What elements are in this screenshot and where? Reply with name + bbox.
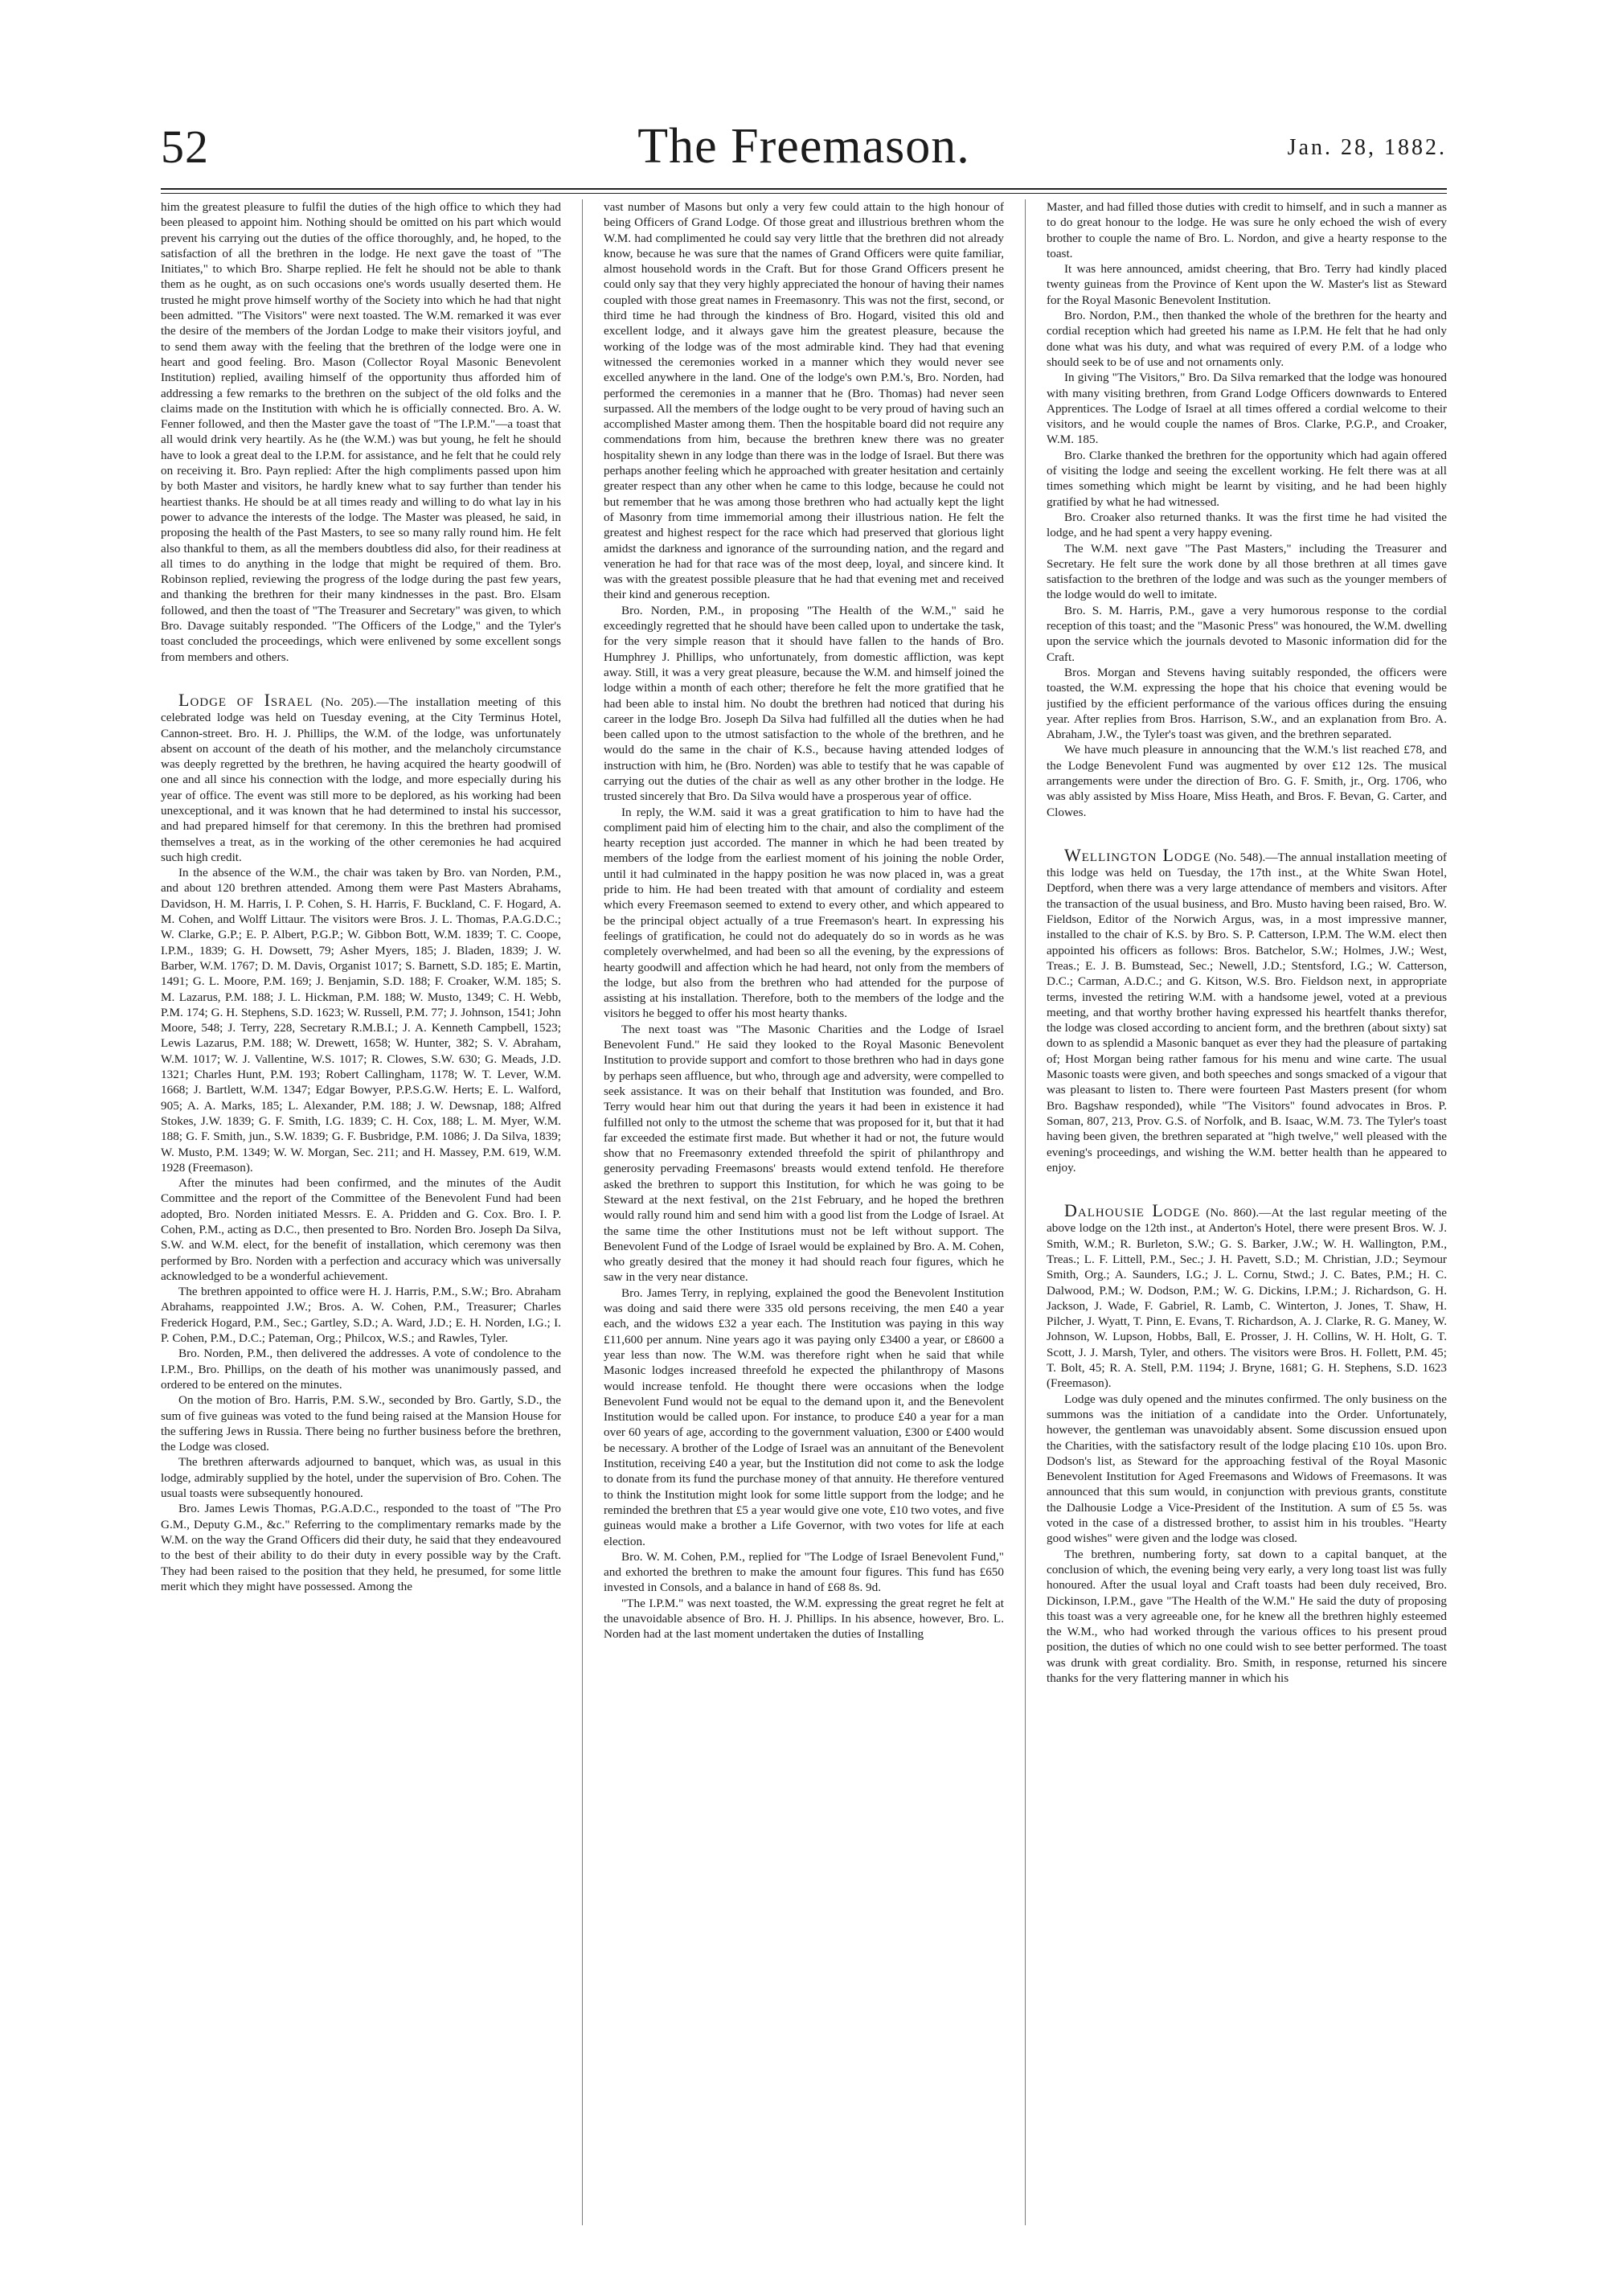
dalhousie-lodge-report bbox=[1047, 1200, 1447, 1392]
lodge-number: (No. 548). bbox=[1214, 850, 1266, 864]
column-2 bbox=[604, 199, 1004, 2225]
column-3 bbox=[1047, 199, 1447, 2225]
masthead bbox=[161, 119, 1447, 185]
section-heading: Dalhousie Lodge bbox=[1064, 1200, 1201, 1221]
article-paragraph: Bros. Morgan and Stevens having suitably responded, the officers were toasted, the W.M. expressing the hope that his choice that evening would be justified by the efficient performance of the various offices during the ensuing year. After replies from Bros. Harrison, S.W., and an explanation from Bro. A. Abraham, J.W., the Tyler's toast was given, and the brethren separated. bbox=[1047, 665, 1447, 742]
article-paragraph: In the absence of the W.M., the chair was taken by Bro. van Norden, P.M., and about 120 brethren attended. Among them were Past Masters Abrahams, Davidson, H. M. Harris, I. P. Cohen, S. H. Harris, F. Buckland, C. F. Hogard, A. M. Cohen, and Wolff Littaur. The visitors were Bros. J. L. Thomas, P.A.G.D.C.; W. Clarke, G.P.; E. P. Albert, P.G.P.; W. Gibbon Bott, W.M. 1839; T. C. Coope, I.P.M., 1839; G. H. Dowsett, 79; Asher Myers, 185; J. Bladen, 1839; J. W. Barber, W.M. 1767; D. M. Davis, Organist 1017; S. Barnett, S.D. 185; E. Martin, 1491; G. L. Moore, P.M. 169; J. Benjamin, S.D. 188; F. Croaker, W.M. 185; S. M. Lazarus, P.M. 188; J. L. Hickman, P.M. 188; W. Musto, 1349; C. H. Webb, P.M. 174; G. H. Stephens, S.D. 1623; W. Russell, P.M. 77; J. Johnson, 1541; John Moore, 548; J. Terry, 228, Secretary R.M.B.I.; J. A. Kenneth Campbell, 1523; Lewis Lazarus, P.M. 188; W. Drewett, 1658; W. Hunter, 382; S. V. Abraham, W.M. 1017; W. J. Vallentine, W.S. 1017; R. Clowes, S.W. 630; G. Meads, J.D. 1321; Charles Hunt, P.M. 193; Robert Callingham, 1178; W. T. Lever, W.M. 1668; J. Bartlett, W.M. 1347; Edgar Bowyer, P.P.S.G.W. Herts; E. L. Walford, 905; A. A. Marks, 185; L. Alexander, P.M. 188; J. W. Dewsnap, 188; Alfred Stokes, J.W. 1839; G. F. Smith, I.G. 1839; C. H. Cox, 188; L. M. Myer, W.M. 188; G. F. Smith, jun., S.W. 1839; G. F. Busbridge, P.M. 1086; J. Da Silva, 1839; W. Musto, P.M. 1349; W. W. Morgan, Sec. 211; and H. Massey, P.M. 619, W.M. 1928 (Freemason). bbox=[161, 866, 561, 1175]
column-1 bbox=[161, 199, 561, 2225]
article-paragraph: The brethren afterwards adjourned to banquet, which was, as usual in this lodge, admirably supplied by the hotel, under the supervision of Bro. Cohen. The usual toasts were subsequently honoured. bbox=[161, 1455, 561, 1501]
section-gap bbox=[1047, 820, 1447, 847]
article-paragraph: —At the last regular meeting of the above lodge on the 12th inst., at Anderton's Hotel, there were present Bros. W. J. Smith, W.M.; R. Burleton, S.W.; G. S. Barker, J.W.; W. H. Wallington, P.M., Treas.; L. F. Littell, P.M., Sec.; J. H. Pavett, S.D.; M. Christian, J.D.; Seymour Smith, Org.; A. Saunders, I.G.; J. L. Cornu, Stwd.; J. C. Bates, P.M.; H. C. Dalwood, P.M.; W. Dodson, P.M.; W. G. Dickins, I.P.M.; J. Richardson, G. H. Jackson, J. Wade, F. Gabriel, R. Lamb, C. Winterton, J. Jones, T. Shaw, H. Pilcher, J. Wyatt, T. Pinn, E. Evans, T. Richardson, A. J. Clarke, R. G. Maney, W. Johnson, W. Lupson, Hobbs, Ball, E. Prosser, J. H. Collins, W. H. Holt, G. T. Scott, J. J. Marsh, Tyler, and others. The visitors were Bros. H. Follett, P.M. 45; T. Bolt, 45; R. A. Stell, P.M. 1194; J. Bryne, 1681; G. H. Stephens, S.D. 1623 (Freemason). bbox=[1047, 1206, 1447, 1391]
masthead-rule-top bbox=[161, 188, 1447, 190]
section-gap bbox=[161, 665, 561, 692]
article-paragraph: Bro. Nordon, P.M., then thanked the whole of the brethren for the hearty and cordial reception which had greeted his name as I.P.M. He felt that he had only done what was his duty, and what was required of every P.M. of a lodge who should seek to be of use and not ornaments only. bbox=[1047, 309, 1447, 369]
column-divider bbox=[1025, 199, 1026, 2225]
section-heading: Lodge of Israel bbox=[178, 689, 313, 710]
article-paragraph: Bro. W. M. Cohen, P.M., replied for "The Lodge of Israel Benevolent Fund," and exhorted the brethren to make the amount four figures. This fund has £650 invested in Consols, and a balance in hand of £68 8s. 9d. bbox=[604, 1549, 1004, 1595]
article-paragraph: Master, and had filled those duties with credit to himself, and in such a manner as to do great honour to the lodge. He was sure he only echoed the wish of every brother to couple the name of Bro. L. Nordon, and give a hearty response to the toast. bbox=[1047, 200, 1447, 260]
issue-date: Jan. 28, 1882. bbox=[1287, 135, 1447, 160]
article-paragraph: The brethren, numbering forty, sat down to a capital banquet, at the conclusion of which, the evening being very early, a very long toast list was fully honoured. After the usual loyal and Craft toasts had been duly received, Bro. Dickinson, I.P.M., gave "The Health of the W.M." He said the duty of proposing this toast was a very agreeable one, for he knew all the brethren highly esteemed the W.M., who had worked through the various offices to his present proud position, the duties of which no one could wish to see better performed. The toast was drunk with great cordiality. Bro. Smith, in response, returned his sincere thanks for the very flattering manner in which his bbox=[1047, 1547, 1447, 1686]
masthead-rule-bottom bbox=[161, 193, 1447, 194]
article-paragraph: The brethren appointed to office were H. J. Harris, P.M., S.W.; Bro. Abraham Abrahams, reappointed J.W.; Bros. A. W. Cohen, P.M., Treasurer; Charles Frederick Hogard, P.M., Sec.; Gartley, S.D.; A. Ward, J.D.; E. H. Norden, I.G.; I. P. Cohen, P.M., D.C.; Pateman, Org.; Philcox, W.S.; and Rawles, Tyler. bbox=[161, 1285, 561, 1346]
section-gap bbox=[1047, 1175, 1447, 1203]
lodge-of-israel-report bbox=[161, 689, 561, 865]
article-paragraph: Bro. James Terry, in replying, explained the good the Benevolent Institution was doing and said there were 335 old persons receiving, the men £40 a year each, and the widows £32 a year each. The Institution was paying in this way £11,600 per annum. Nine years ago it was paying only £3400 a year, or £8600 a year less than now. The W.M. was therefore right when he said that while Masonic lodges increased threefold he expected the philanthropy of Masons would increase tenfold. He thought there were occasions when the lodge Benevolent Fund would not be equal to the demand upon it, and the Benevolent Institution would be called upon. For instance, to produce £40 a year for a man over 60 years of age, according to the government valuation, £300 or £400 would be necessary. A brother of the Lodge of Israel was an annuitant of the Benevolent Institution, receiving £40 a year, but the Institution did not come to ask the lodge to donate from its fund the purchase money of that annuity. He therefore ventured to think the Institution might look for some little support from the lodge; and he reminded the brethren that £5 a year would give one vote, £10 two votes, and five guineas would make a brother a Life Governor, with two votes for life at each election. bbox=[604, 1285, 1004, 1548]
article-paragraph: The W.M. next gave "The Past Masters," including the Treasurer and Secretary. He felt sure the work done by all those brethren at all times gave satisfaction to the brethren of the lodge and was such as the younger members of the lodge would do well to imitate. bbox=[1047, 541, 1447, 602]
wellington-lodge-report bbox=[1047, 844, 1447, 1175]
article-paragraph: We have much pleasure in announcing that the W.M.'s list reached £78, and the Lodge Benevolent Fund was augmented by over £12 12s. The musical arrangements were under the direction of Bro. G. F. Smith, jr., Org. 1706, who was ably assisted by Miss Hoare, Miss Heath, and Bros. F. Bevan, G. Carter, and Clowes. bbox=[1047, 743, 1447, 819]
article-paragraph: Bro. S. M. Harris, P.M., gave a very humorous response to the cordial reception of this toast; and the "Masonic Press" was honoured, the W.M. dwelling upon the service which the journals devoted to Masonic information did for the Craft. bbox=[1047, 603, 1447, 664]
article-paragraph: Lodge was duly opened and the minutes confirmed. The only business on the summons was the initiation of a candidate into the Order. Unfortunately, however, the gentleman was unavoidably absent. Some discussion ensued upon the Charities, with the satisfactory result of the lodge placing £10 10s. upon Bro. Dodson's list, as Steward for the approaching festival of the Royal Masonic Benevolent Institution for Aged Freemasons and Widows of Freemasons. It was announced that this sum would, in conjunction with previous grants, constitute the Dalhousie Lodge a Vice-President of the Institution. A sum of £5 5s. was voted in the case of a distressed brother, to assist him in his troubles. "Hearty good wishes" were given and the lodge was closed. bbox=[1047, 1392, 1447, 1546]
article-paragraph: After the minutes had been confirmed, and the minutes of the Audit Committee and the report of the Committee of the Benevolent Fund had been adopted, Bro. Norden initiated Messrs. E. A. Pridden and G. Cox. Bro. I. P. Cohen, P.M., acting as D.C., then presented to Bro. Norden Bro. Joseph Da Silva, S.W. and W.M. elect, for the benefit of installation, which ceremony was then performed by Bro. Norden with a perfection and accuracy which was universally acknowledged to be a wonderful achievement. bbox=[161, 1176, 561, 1283]
article-paragraph: In giving "The Visitors," Bro. Da Silva remarked that the lodge was honoured with many visiting brethren, from Grand Lodge Officers downwards to Entered Apprentices. The Lodge of Israel at all times offered a cordial welcome to their visitors, and he would couple the names of Bros. Clarke, P.G.P., and Croaker, W.M. 185. bbox=[1047, 371, 1447, 447]
article-paragraph: It was here announced, amidst cheering, that Bro. Terry had kindly placed twenty guineas from the Province of Kent upon the W. Master's list as Steward for the Royal Masonic Benevolent Institution. bbox=[1047, 262, 1447, 307]
article-paragraph: Bro. Norden, P.M., in proposing "The Health of the W.M.," said he exceedingly regretted that he should have been called upon to undertake the task, for the very simple reason that it should have fallen to the hands of Bro. Humphrey J. Phillips, who unfortunately, from domestic affliction, was kept away. Still, it was a very great pleasure, because the W.M. and himself joined the lodge within a month of each other; therefore he felt the more gratified that he had been able to instal him. No doubt the brethren had noticed that during his career in the lodge Bro. Joseph Da Silva had fulfilled all the duties when he had been called upon to the utmost satisfaction to the whole of the brethren, and he would do the same in the chair of K.S., because having attended lodges of instruction with him, he (Bro. Norden) was able to testify that he was capable of carrying out the duties of the chair as well as any other brother in the lodge. He trusted sincerely that Bro. Da Silva would have a prosperous year of office. bbox=[604, 603, 1004, 804]
article-paragraph: vast number of Masons but only a very few could attain to the high honour of being Officers of Grand Lodge. Of those great and illustrious brethren whom the W.M. had complimented he could say very little that the brethren did not already know, because he was sure that the names of Grand Officers were quite familiar, almost household words in the Craft. But for those Grand Officers present he could only say that they very highly appreciated the honour of having their names coupled with those great names in Freemasonry. This was not the first, second, or third time he had through the kindness of Bro. Hogard, visited this old and excellent lodge, and it always gave him the greatest pleasure, because the working of the lodge was of the most admirable kind. They had that evening witnessed the ceremonies worked in a manner which they would never see excelled anywhere in the land. One of the lodge's own P.M.'s, Bro. Norden, had performed the ceremonies in a manner that he (Bro. Thomas) had never seen surpassed. All the members of the lodge ought to be very proud of having such an accomplished Master among them. Then the hospitable board did not require any commendations from him, because the brethren knew there was no greater hospitality shewn in any lodge than there was in the lodge of Israel. But there was perhaps another feeling which he approached with greater hesitation and certainly greater respect than any other when he came to this lodge, because he could not but remember that he was among those brethren who had actually kept the light of Masonry from time immemorial among their illustrious nation. He felt the greatest and highest respect for the race which had preserved that glorious light amidst the darkness and ignorance of the surrounding nation, and the regard and veneration he had for that race was of the most deep, loyal, and sincere kind. It was with the greatest possible pleasure that he had that evening met and received their kind and generous reception. bbox=[604, 200, 1004, 602]
article-paragraph: him the greatest pleasure to fulfil the duties of the high office to which they had been pleased to appoint him. Nothing should be omitted on his part which would prevent his carrying out the duties of the office thoroughly, and, he hoped, to the satisfaction of all the brethren in the lodge. He next gave the toast of "The Initiates," to which Bro. Sharpe replied. He felt he should not be able to thank them as he ought, as on such occasions one's words usually deserted them. He trusted he might prove himself worthy of the Society into which he had that night been admitted. "The Visitors" were next toasted. The W.M. remarked it was ever the desire of the members of the Jordan Lodge to make their visitors joyful, and to send them away with the feeling that the brethren of the lodge were one in heart and good feeling. Bro. Mason (Collector Royal Masonic Benevolent Institution) replied, availing himself of the opportunity thus afforded him of addressing a few remarks to the brethren on the subject of the old folks and the claims made on the Institution with which he is officially connected. Bro. A. W. Fenner followed, and then the Master gave the toast of "The I.P.M."—a toast that all would drink very heartily. As he (the W.M.) was but young, he felt he should have to look a great deal to the I.P.M. for assistance, and he felt that he could rely on receiving it. Bro. Payn replied: After the high compliments passed upon him by both Master and visitors, he hardly knew what to say further than tender his heartiest thanks. He should be at all times ready and willing to do what lay in his power to advance the interests of the lodge. The Master was pleased, he said, in proposing the health of the Past Masters, to see so many rally round him. He felt also thankful to them, as all the members doubtless did also, for their readiness at all times to do anything in the lodge that might be required of them. Bro. Robinson replied, reviewing the progress of the lodge during the past few years, and thanking the brethren for their many kindnesses in the past. Bro. Elsam followed, and then the toast of "The Treasurer and Secretary" was given, to which Bro. Davage suitably responded. "The Officers of the Lodge," and the Tyler's toast concluded the proceedings, which were enlivened by some excellent songs from members and others. bbox=[161, 200, 561, 664]
article-paragraph: On the motion of Bro. Harris, P.M. S.W., seconded by Bro. Gartly, S.D., the sum of five guineas was voted to the fund being raised at the Mansion House for the suffering Jews in Russia. There being no further business before the brethren, the Lodge was closed. bbox=[161, 1393, 561, 1454]
column-divider bbox=[582, 199, 583, 2225]
article-paragraph: Bro. Croaker also returned thanks. It was the first time he had visited the lodge, and he had spent a very happy evening. bbox=[1047, 510, 1447, 540]
article-paragraph: "The I.P.M." was next toasted, the W.M. expressing the great regret he felt at the unavoidable absence of Bro. H. J. Phillips. In his absence, however, Bro. L. Norden had at the last moment undertaken the duties of Installing bbox=[604, 1596, 1004, 1642]
page-number: 52 bbox=[161, 121, 209, 173]
lodge-number: (No. 860). bbox=[1206, 1206, 1260, 1220]
article-paragraph: Bro. James Lewis Thomas, P.G.A.D.C., responded to the toast of "The Pro G.M., Deputy G.M., &c." Referring to the complimentary remarks made by the W.M. on the way the Grand Officers did their duty, he said that they endeavoured to the best of their ability to do their duty in every possible way by the Craft. They had been raised to the position that they held, he presumed, for some little merit which they might have possessed. Among the bbox=[161, 1502, 561, 1593]
article-paragraph: —The installation meeting of this celebrated lodge was held on Tuesday evening, at the City Terminus Hotel, Cannon-street. Bro. H. J. Phillips, the W.M. of the lodge, was unfortunately absent on account of the death of his mother, and the melancholy circumstance was deeply regretted by the brethren, he having acquired the hearty goodwill of one and all since his connection with the lodge, and more especially during his year of office. The event was still more to be deplored, as his working had been unexceptional, and it was known that he had determined to instal his successor, and had prepared himself for that ceremony. In this the brethren had promised themselves a treat, as in the working of the other ceremonies he had acquired such high credit. bbox=[161, 695, 561, 864]
article-paragraph: In reply, the W.M. said it was a great gratification to him to have had the compliment paid him of electing him to the chair, and also the compliment of the hearty reception just accorded. The manner in which he had been treated by members of the lodge from the earliest moment of his joining the noble Order, until it had culminated in the happy position he was now placed in, was a great pride to him. He had been treated with that amount of cordiality and esteem which every Freemason seemed to extend to every other, and which appeared to be the principal object actually of a true Freemason's heart. In expressing his feelings of gratification, he could not do adequately do so in words as he was completely overwhelmed, and had been so all the evening, by the expressions of hearty goodwill and affection which he had heard, not only from the members of the lodge, but also from the brethren who had attended for the purpose of assisting at his installation. Therefore, both to the members of the lodge and the visitors he begged to offer his most hearty thanks. bbox=[604, 805, 1004, 1021]
article-paragraph: Bro. Clarke thanked the brethren for the opportunity which had again offered of visiting the lodge and seeing the excellent working. He felt there was at all times something which might be learnt by visiting, and he had been highly gratified by what he had witnessed. bbox=[1047, 448, 1447, 509]
article-paragraph: —The annual installation meeting of this lodge was held on Tuesday, the 17th inst., at the White Swan Hotel, Deptford, when there was a very large attendance of members and visitors. After the transaction of the usual business, and Bro. Musto having been raised, Bro. W. Fieldson, Editor of the Norwich Argus, was, in a most impressive manner, installed to the chair of K.S. by Bro. S. P. Catterson, I.P.M. The W.M. elect then appointed his officers as follows: Bros. Batchelor, S.W.; Holmes, J.W.; West, Treas.; E. J. B. Bumstead, Sec.; Newell, J.D.; Stentsford, I.G.; W. Catterson, D.C.; Carman, A.D.C.; and G. Kitson, W.S. Bro. Fieldson next, in appropriate terms, invested the retiring W.M. with a handsome jewel, voted at a previous meeting, and that worthy brother having expressed his heartfelt thanks therefor, the lodge was closed according to ancient form, and the brethren (about sixty) sat down to as splendid a Masonic banquet as ever they had the pleasure of partaking of; Host Morgan being rather famous for his menu and wine carte. The usual Masonic toasts were given, and both speeches and songs smacked of a vigour that was pleasant to listen to. There were fourteen Past Masters present (for whom Bro. Bagshaw responded), while "The Visitors" found advocates in Bros. P. Soman, 807, 213, Prov. G.S. of Norfolk, and B. Isaac, W.M. 73. The Tyler's toast having been given, the brethren separated at "high twelve," well pleased with the evening's proceedings, and wishing the W.M. better health than he appeared to enjoy. bbox=[1047, 850, 1447, 1175]
lodge-number: (No. 205). bbox=[321, 695, 377, 709]
section-heading: Wellington Lodge bbox=[1064, 844, 1211, 865]
newspaper-title: The Freemason. bbox=[637, 119, 970, 174]
article-paragraph: The next toast was "The Masonic Charities and the Lodge of Israel Benevolent Fund." He said they looked to the Royal Masonic Benevolent Institution to provide support and comfort to those brethren who had in days gone by perhaps seen affluence, but who, through age and adversity, were compelled to seek assistance. It was on their behalf that Institution was founded, and Bro. Terry would hear him out that during the years it had been in existence it had fulfilled not only to the utmost the scheme that was proposed for it, but that it had far exceeded the estimate first made. But whether it had or not, the future would show that no Freemasonry extended threefold the spirit of philanthropy and generosity pervading Freemasons' breasts would extend tenfold. He therefore asked the brethren to support this Institution, for which he was going to be Steward at the next festival, on the 21st February, and he hoped the brethren would rally round him and send him with a good list from the Lodge of Israel. At the same time the other Institutions must not be left without support. The Benevolent Fund of the Lodge of Israel would be explained by Bro. A. M. Cohen, who greatly desired that the money it had should reach four figures, which he saw in the very near distance. bbox=[604, 1022, 1004, 1285]
article-paragraph: Bro. Norden, P.M., then delivered the addresses. A vote of condolence to the I.P.M., Bro. Phillips, on the death of his mother was unanimously passed, and ordered to be entered on the minutes. bbox=[161, 1347, 561, 1392]
